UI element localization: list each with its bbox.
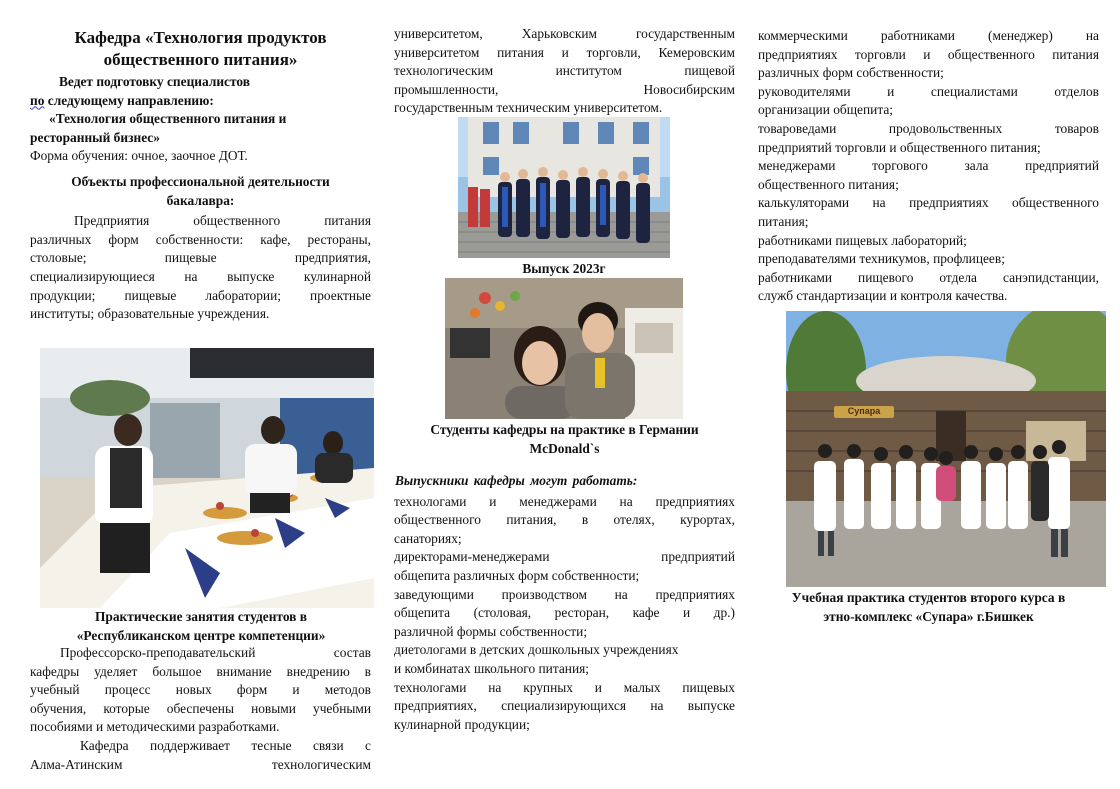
work-line: заведующими производством на предприятиях — [394, 586, 735, 602]
objects-heading — [30, 173, 371, 210]
partners-line: университетом питания и торговли, Кемеровским — [394, 44, 735, 60]
supara-practice-photo — [786, 311, 1106, 587]
column-left-bottom — [30, 644, 371, 774]
supara-caption — [758, 589, 1099, 626]
ties-line-2: Алма-Атинским технологическим — [30, 756, 371, 772]
catering-practice-photo — [40, 348, 374, 608]
partners-line: технологическим институтом пищевой — [394, 63, 735, 79]
work-line: технологами на крупных и малых пищевых — [394, 679, 735, 695]
objects-line: столовые; пищевые предприятия, — [30, 250, 371, 266]
title-line-1: Кафедра «Технология продуктов — [74, 28, 327, 47]
partners-line: университетом, Харьковским государственным — [394, 26, 735, 41]
graduation-caption: Выпуск 2023г — [522, 261, 606, 276]
work-line: различной формы собственности; — [394, 623, 588, 639]
work-line: диетологами в детских дошкольных учреждениях — [394, 642, 679, 658]
career-line: руководителями и специалистами отделов — [758, 83, 1099, 99]
work-line: общепита (столовая, ресторан, кафе и др.) — [394, 605, 735, 621]
mcdonalds-caption-1: Студенты кафедры на практике в Германии — [430, 422, 699, 437]
staff-line: учебный процесс новых форм и методов — [30, 682, 371, 698]
ties-line-1: Кафедра поддерживает тесные связи с — [80, 737, 371, 753]
work-line: общественного питания, в отелях, курортах, — [394, 512, 735, 528]
title-line-2: общественного питания» — [103, 50, 298, 69]
catering-caption-2: «Республиканском центре компетенции» — [76, 627, 326, 643]
career-line: преподавателями техникумов, профлицеев; — [758, 251, 1005, 267]
work-line: кулинарной продукции; — [394, 716, 530, 732]
column-left — [30, 0, 371, 324]
prep-line-1: Ведет подготовку специалистов — [59, 74, 250, 89]
work-line: предприятиях, специализирующихся на выпуске — [394, 698, 735, 714]
staff-line: Профессорско-преподавательский состав — [60, 645, 371, 660]
partners-line: промышленности, Новосибирским — [394, 81, 735, 97]
work-line: санаториях; — [394, 530, 462, 546]
career-line: питания; — [758, 213, 809, 229]
objects-heading-2: бакалавра: — [166, 192, 235, 208]
supara-caption-1: Учебная практика студентов второго курса в — [791, 590, 1066, 605]
work-line: и комбинатах школьного питания; — [394, 660, 590, 676]
career-line: калькуляторами на предприятиях общественного — [758, 195, 1099, 211]
prep-line-2-b: следующему направлению: — [44, 92, 214, 108]
objects-paragraph — [30, 212, 371, 324]
prep-line-2 — [30, 92, 371, 111]
objects-heading-1: Объекты профессиональной деятельности — [71, 173, 330, 189]
objects-line: продукции; пищевые лаборатории; проектные — [30, 287, 371, 303]
career-line: служб стандартизации и контроля качества. — [758, 288, 1008, 304]
supara-caption-2: этно-комплекс «Супара» г.Бишкек — [823, 608, 1034, 624]
career-line: общественного питания; — [758, 176, 899, 192]
mcdonalds-caption-2: McDonald`s — [529, 440, 600, 456]
prep-line-2-a: по — [30, 92, 45, 108]
objects-line: специализирующиеся на выпуске кулинарной — [30, 268, 371, 284]
work-line: технологами и менеджерами на предприятиях — [394, 493, 735, 509]
career-line: коммерческими работниками (менеджер) на — [758, 28, 1099, 43]
column-right-top — [758, 27, 1099, 306]
catering-practice-caption — [34, 608, 368, 645]
career-line: организации общепита; — [758, 102, 894, 118]
career-line: работниками пищевого отдела санэпидстанции, — [758, 269, 1099, 285]
department-title — [30, 27, 371, 71]
direction-line-2: ресторанный бизнес» — [30, 129, 160, 145]
career-line: товароведами продовольственных товаров — [758, 120, 1099, 136]
mcdonalds-caption — [394, 421, 735, 458]
work-line: директорами-менеджерами предприятий — [394, 549, 735, 565]
graduation-photo — [458, 117, 670, 258]
career-line: предприятий торговли и общественного питания; — [758, 139, 1041, 155]
objects-line: различных форм собственности: кафе, рестораны, — [30, 231, 371, 247]
career-line: менеджерами торгового зала предприятий — [758, 158, 1099, 174]
graduates-heading: Выпускники кафедры могут работать: — [395, 473, 638, 488]
career-line: предприятиях торговли и общественного питания — [758, 46, 1099, 62]
staff-line: кафедры уделяет большое внимание внедрению в — [30, 663, 371, 679]
staff-line: обучения, которые обеспечены новыми учебными — [30, 700, 371, 716]
staff-line: пособиями и методическими разработками. — [30, 719, 280, 735]
objects-line: Предприятия общественного питания — [74, 213, 371, 229]
column-middle-bottom — [394, 472, 735, 734]
partners-line: государственным техническим университетом. — [394, 100, 663, 116]
career-line: различных форм собственности; — [758, 65, 944, 81]
supara-sign: Супара — [847, 406, 881, 416]
career-line: работниками пищевых лабораторий; — [758, 232, 967, 248]
mcdonalds-practice-photo — [445, 278, 683, 419]
objects-line: институты; образовательные учреждения. — [30, 306, 270, 322]
study-form: Форма обучения: очное, заочное ДОТ. — [30, 148, 248, 164]
column-middle-top — [394, 25, 735, 118]
work-line: общепита различных форм собственности; — [394, 567, 640, 583]
direction-line-1: «Технология общественного питания и — [49, 111, 287, 127]
catering-caption-1: Практические занятия студентов в — [94, 609, 307, 624]
